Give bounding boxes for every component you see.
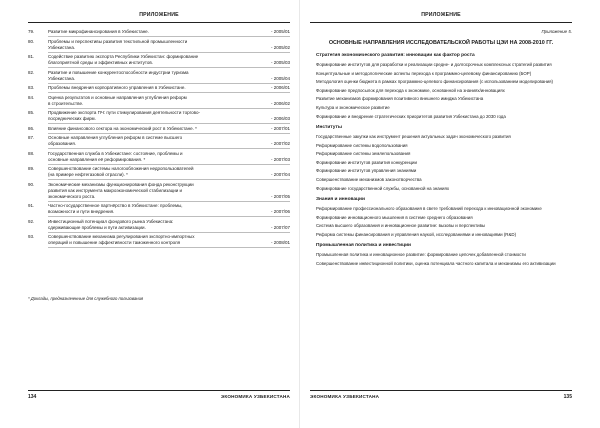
row-divider xyxy=(48,232,290,233)
contents-number: 92. xyxy=(28,218,35,224)
contents-issue: - 2007/03 xyxy=(270,156,290,162)
contents-issue: - 2007/07 xyxy=(270,224,290,230)
research-item: Система высшего образования и инновационное развитие: вызовы и перспективы xyxy=(316,223,486,229)
contents-row xyxy=(28,182,290,200)
contents-title-line: Продвижение экспорта ПЧ: пути стимулирования деятельности торгово- xyxy=(48,110,201,115)
journal-name: ЭКОНОМИКА УЗБЕКИСТАНА xyxy=(310,394,380,399)
contents-number: 79. xyxy=(28,29,35,34)
contents-title-line: Узбекистана. xyxy=(48,75,76,81)
contents-row xyxy=(28,29,290,35)
contents-number: 81. xyxy=(28,54,35,59)
contents-title xyxy=(48,203,220,215)
research-item: Культура и экономическое развитие xyxy=(316,104,390,110)
contents-issue: - 2006/03 xyxy=(270,116,290,121)
contents-number: 86. xyxy=(28,125,35,131)
contents-title-line: Совершенствование механизма регулирования экспортно-импортных xyxy=(48,234,195,239)
contents-row xyxy=(28,203,290,215)
contents-issue: - 2007/01 xyxy=(270,125,290,131)
research-item: Реформирование системы водопользования xyxy=(316,142,408,148)
research-item: Совершенствование механизмов законотворчества xyxy=(316,176,422,182)
contents-row xyxy=(28,70,290,82)
row-divider xyxy=(48,247,290,248)
left-page xyxy=(28,0,290,428)
footnote: * Доклады, предназначенные для служебного пользования xyxy=(28,296,144,301)
contents-title-line: Развитие и повышение конкурентоспособности индустрии туризма xyxy=(48,69,189,75)
right-page xyxy=(310,0,572,428)
running-header: ПРИЛОЖЕНИЕ xyxy=(421,12,461,18)
contents-row xyxy=(28,151,290,163)
research-item: Методология оценки бюджета в рамках программно-целевого финансирования (с использованием моделирования) xyxy=(316,79,553,85)
page-number: 135 xyxy=(563,394,572,400)
contents-issue: - 2006/02 xyxy=(270,100,290,106)
contents-title-line: Влияние финансового сектора на экономический рост в Узбекистане. * xyxy=(48,125,197,131)
section-heading: Знания и инновации xyxy=(316,196,365,202)
page-title: ОСНОВНЫЕ НАПРАВЛЕНИЯ ИССЛЕДОВАТЕЛЬСКОЙ РАБОТЫ ЦЭИ НА 2008-2010 ГГ. xyxy=(328,40,554,46)
contents-row xyxy=(28,234,290,246)
contents-title xyxy=(48,135,220,147)
research-item: Реформа системы финансирования и управления наукой, исследованиями и инновациями (R&D) xyxy=(316,231,517,237)
appendix-label: Приложение 5. xyxy=(541,29,572,34)
header-rule xyxy=(28,22,290,23)
contents-title-line: Проблемы внедрения корпоративного управления в Узбекистане. xyxy=(48,85,186,90)
research-item: Реформирование системы землепользования xyxy=(316,151,411,157)
research-item: Государственные закупки как инструмент решения актуальных задач экономического развития xyxy=(316,133,511,139)
contents-issue: - 2006/01 xyxy=(270,85,290,90)
contents-row xyxy=(28,219,290,231)
contents-title xyxy=(48,110,220,122)
footer-rule xyxy=(310,390,572,391)
contents-title xyxy=(48,126,220,132)
contents-issue: - 2008/01 xyxy=(270,240,290,245)
research-item: Формирование институтов развития конкуренции xyxy=(316,159,417,165)
contents-issue: - 2005/02 xyxy=(270,44,290,50)
contents-issue: - 2007/05 xyxy=(270,193,290,199)
contents-row xyxy=(28,166,290,178)
contents-title-line: Инвестиционный потенциал фондового рынка Узбекистана: xyxy=(48,218,174,224)
contents-number: 80. xyxy=(28,38,35,44)
contents-title xyxy=(48,70,220,82)
contents-title-line: операций и повышение эффективности таможенного контроля xyxy=(48,240,181,245)
contents-issue: - 2007/06 xyxy=(270,209,290,214)
contents-row xyxy=(28,135,290,147)
contents-title xyxy=(48,219,220,231)
contents-number: 87. xyxy=(28,135,35,140)
row-divider xyxy=(48,52,290,53)
section-heading: Институты xyxy=(316,124,342,130)
contents-title-line: (на примере нефтегазовой отрасли). * xyxy=(48,172,128,177)
contents-title-line: Частно-государственное партнёрство в Узбекистане: проблемы, xyxy=(48,203,183,208)
research-item: Формирование инновационного мышления в системе среднего образования xyxy=(316,214,473,220)
row-divider xyxy=(48,92,290,93)
contents-row xyxy=(28,85,290,91)
contents-title xyxy=(48,234,220,246)
contents-number: 84. xyxy=(28,94,35,100)
contents-issue: - 2005/03 xyxy=(270,60,290,65)
contents-title-line: в строительстве. xyxy=(48,100,84,106)
section-heading: Стратегия экономического развития: инновации как фактор роста xyxy=(316,53,475,58)
contents-row xyxy=(28,126,290,132)
contents-number: 83. xyxy=(28,85,35,90)
contents-title-line: сдерживающие проблемы и пути активизации. xyxy=(48,224,146,230)
research-item: Концептуальные и методологические аспекты перехода к программно-целевому финансированию (БОР) xyxy=(316,70,532,76)
research-item: Реформирование профессионального образования в свете требований перехода к инновационной экономике xyxy=(316,205,542,211)
footer-rule xyxy=(28,390,290,391)
contents-title xyxy=(48,39,220,51)
contents-title xyxy=(48,166,220,178)
row-divider xyxy=(48,123,290,124)
contents-title xyxy=(48,29,220,35)
row-divider xyxy=(48,83,290,84)
contents-title-line: развития как инструмента макроэкономической стабилизации и xyxy=(48,187,183,193)
research-item: Формирование предпосылок для перехода к экономике, основанной на знаниях/инновациях xyxy=(316,87,505,93)
contents-title-line: Узбекистана. xyxy=(48,44,76,50)
page-number: 134 xyxy=(28,394,37,400)
contents-title-line: Оценка результатов и основные направления углубления реформ xyxy=(48,94,187,100)
contents-issue: - 2005/01 xyxy=(270,29,290,34)
contents-number: 91. xyxy=(28,203,35,208)
contents-title xyxy=(48,182,220,200)
row-divider xyxy=(48,67,290,68)
contents-title-line: Экономические механизмы функционирования фонда реконструкции xyxy=(48,181,194,187)
contents-number: 82. xyxy=(28,69,35,75)
contents-number: 93. xyxy=(28,234,35,239)
contents-issue: - 2005/04 xyxy=(270,75,290,81)
contents-title-line: основные направления её реформирования. * xyxy=(48,156,146,162)
journal-name: ЭКОНОМИКА УЗБЕКИСТАНА xyxy=(220,394,290,399)
contents-title-line: Содействие развитию экспорта Республики Узбекистан: формирование xyxy=(48,54,199,59)
contents-row xyxy=(28,110,290,122)
contents-title-line: Государственная служба в Узбекистане: состояние, проблемы и xyxy=(48,150,183,156)
contents-row xyxy=(28,95,290,107)
row-divider xyxy=(48,201,290,202)
contents-number: 89. xyxy=(28,166,35,171)
contents-row xyxy=(28,39,290,51)
research-item: Формирование институтов управления знаниями xyxy=(316,168,417,174)
row-divider xyxy=(48,179,290,180)
research-directions xyxy=(310,53,572,272)
contents-row xyxy=(28,54,290,66)
contents-title-line: экономического роста. xyxy=(48,193,96,199)
contents-title-line: Проблемы и перспективы развития текстильной промышленности xyxy=(48,38,188,44)
contents-title xyxy=(48,54,220,66)
research-item: Совершенствование инвестиционной политики, оценка потенциала частного капитала и механизмы его активизации xyxy=(316,260,556,266)
row-divider xyxy=(48,164,290,165)
section-heading: Промышленная политика и инвестиции xyxy=(316,243,411,249)
row-divider xyxy=(48,36,290,37)
contents-number: 85. xyxy=(28,110,35,115)
header-rule xyxy=(310,22,572,23)
row-divider xyxy=(48,133,290,134)
gutter xyxy=(299,0,300,428)
row-divider xyxy=(48,108,290,109)
research-item: Развитие механизмов формирования позитивного внешнего имиджа Узбекистана xyxy=(316,96,484,102)
contents-title-line: Развитие микрофинансирования в Узбекистане. xyxy=(48,29,149,34)
contents-title xyxy=(48,95,220,107)
research-item: Формирование и внедрение стратегических приоритетов развития Узбекистана до 2030 года xyxy=(316,113,506,119)
contents-number: 88. xyxy=(28,150,35,156)
contents-title-line: посреднических фирм. xyxy=(48,116,96,121)
contents-number: 90. xyxy=(28,181,35,187)
row-divider xyxy=(48,148,290,149)
research-item: Промышленная политика и инновационное развитие: формирование цепочек добавленной стоимости xyxy=(316,252,526,258)
running-header: ПРИЛОЖЕНИЕ xyxy=(139,12,179,18)
contents-title-line: Основные направления углубления реформ в системе высшего xyxy=(48,135,183,140)
contents-title-line: образования. xyxy=(48,141,77,146)
contents-title xyxy=(48,85,220,91)
research-item: Формирование государственной службы, основанной на знаниях xyxy=(316,185,450,191)
contents-title xyxy=(48,151,220,163)
contents-title-line: благоприятной среды и эффективных институтов. xyxy=(48,60,154,65)
contents-title-line: возможности и пути внедрения. xyxy=(48,209,115,214)
research-item: Формирование институтов для разработки и реализации средне- и долгосрочных комплексных стратегий развития xyxy=(316,62,552,67)
contents-issue: - 2007/02 xyxy=(270,141,290,146)
row-divider xyxy=(48,216,290,217)
contents-issue: - 2007/04 xyxy=(270,172,290,177)
contents-title-line: Совершенствование системы налогообложения недропользователей xyxy=(48,166,194,171)
